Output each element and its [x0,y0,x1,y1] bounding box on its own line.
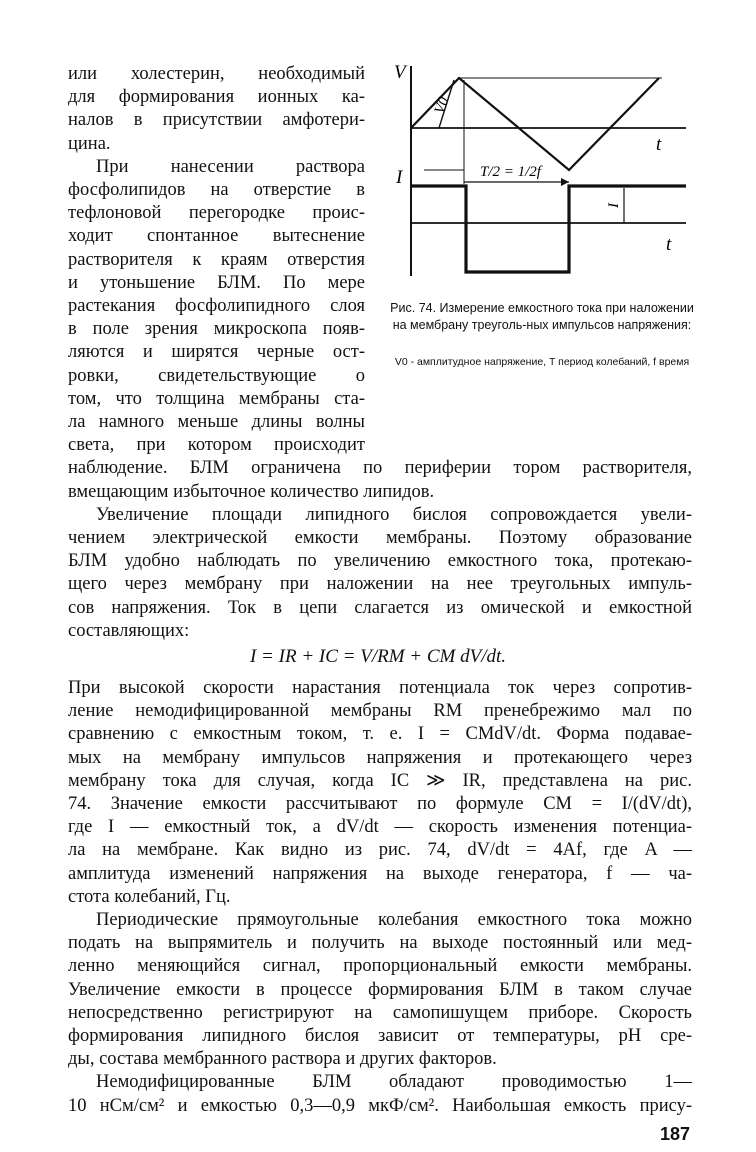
text-line: ды, состава мембранного раствора и других факторов. [68,1049,497,1070]
text-line: составляющих: [68,620,190,641]
text-line: При высокой скорости нарастания потенциала ток через сопротив- [68,678,692,698]
text-line: том, что толщина мембраны ста- [68,388,365,409]
figure-caption-legend: V0 - амплитудное напряжение, T период колебаний, f время [394,356,690,368]
text-line: 10 нСм/см² и емкостью 0,3—0,9 мкФ/см². Наибольшая емкость прису- [68,1095,692,1116]
text-line: Увеличение площади липидного бислоя сопровождается увели- [96,504,692,525]
text-line: налов в присутствии амфотери- [68,110,365,131]
text-line: БЛМ удобно наблюдать по увеличению емкостного тока, протекаю- [68,551,692,572]
text-line: мембрану тока для случая, когда IC ≫ IR, представлена на рис. [68,770,692,791]
text-line: При нанесении раствора [96,156,365,177]
text-line: сравнению с емкостным током, т. е. I = CMdV/dt. Форма подавае- [68,724,692,745]
text-line: ла намного меньше длины волны [68,412,365,432]
text-line: света, при котором происходит [68,435,365,456]
text-line: в поле зрения микроскопа появ- [68,319,365,340]
text-line: ленно меняющийся сигнал, пропорциональный емкости мембраны. [68,956,692,977]
text-line: цина. [68,133,111,154]
formula: I = IR + IC = V/RM + CM dV/dt. [249,646,507,667]
label-v0: V0 [431,95,453,117]
text-line: 74. Значение емкости рассчитывают по формуле CM = I/(dV/dt), [68,794,692,814]
text-line: для формирования ионных ка- [68,87,365,108]
text-line: ровки, свидетельствующие о [68,365,365,386]
text-line: сов напряжения. Ток в цепи слагается из омической и емкостной [68,597,692,618]
text-line: чением электрической емкости мембраны. Поэтому образование [68,528,692,548]
text-line: щего через мембрану при наложении на нее треугольных импуль- [68,574,692,595]
text-line: фосфолипидов на отверстие в [68,180,365,200]
label-i-amp: I [606,203,622,208]
square-wave [411,186,686,272]
text-line: ла на мембране. Как видно из рис. 74, dV/dt = 4Af, где A — [68,840,692,861]
text-line: формирования липидного бислоя зависит от температуры, pH сре- [68,1026,692,1046]
text-line: или холестерин, необходимый [68,64,365,84]
text-line: непосредственно регистрируют на самопишущем приборе. Скорость [68,1002,692,1023]
triangle-wave [411,78,659,170]
text-line: наблюдение. БЛМ ограничена по периферии тором растворителя, [68,458,692,479]
label-t-bottom: t [666,234,672,255]
text-line: тефлоновой перегородке проис- [68,203,365,224]
label-i: I [396,167,403,188]
text-line: Немодифицированные БЛМ обладают проводимостью 1— [96,1072,692,1093]
text-line: растворителя к краям отверстия [68,249,365,270]
text-line: амплитуда изменений напряжения на выходе генератора, f — ча- [68,863,692,884]
text-line: и утоньшение БЛМ. По мере [68,272,365,293]
text-line: стота колебаний, Гц. [68,886,231,907]
figure-caption: Рис. 74. Измерение емкостного тока при наложении на мембрану треуголь-ных импульсов напряжения: [390,301,694,332]
text-line: ление немодифицированной мембраны RM пренебрежимо мал по [68,701,692,722]
text-line: подать на выпрямитель и получить на выходе постоянный или мед- [68,933,692,954]
text-line: ходит спонтанное вытеснение [68,226,365,247]
label-v: V [394,62,406,83]
figure-74-diagram [384,58,700,288]
text-line: где I — емкостный ток, а dV/dt — скорость изменения потенциа- [68,817,692,838]
label-t-top: t [656,134,662,155]
text-line: Увеличение емкости в процессе формирования БЛМ в таком случае [68,979,692,1000]
text-line: растекания фосфолипидного слоя [68,296,365,316]
text-line: мых на мембрану импульсов напряжения и протекающего через [68,747,692,768]
text-line: вмещающим избыточное количество липидов. [68,481,435,502]
text-line: ляются и ширятся черные ост- [68,342,365,363]
page-number: 187 [660,1124,691,1144]
text-line: Периодические прямоугольные колебания емкостного тока можно [96,910,692,930]
label-half-period: T/2 = 1/2f [480,164,541,180]
